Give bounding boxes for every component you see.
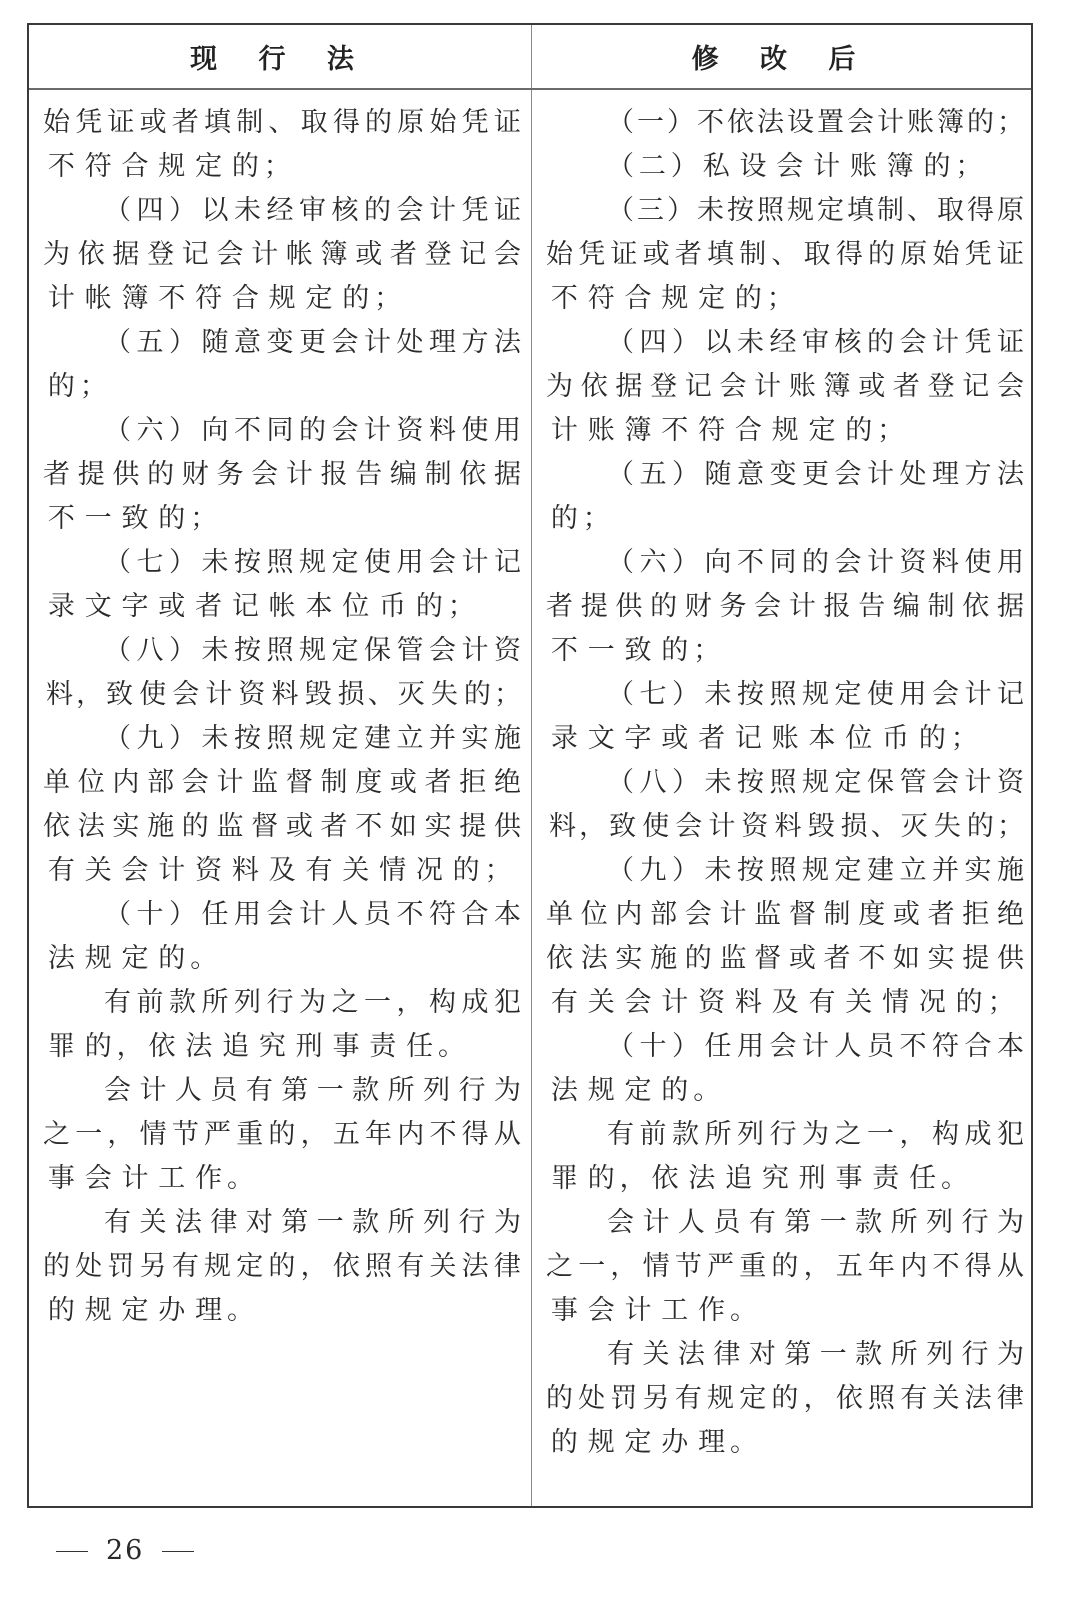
text-line: 计 账 簿 不 符 合 规 定 的 ； bbox=[550, 415, 905, 446]
text-line: 法 规 定 的 。 bbox=[550, 1075, 721, 1106]
text-line: 有 前 款 所 列 行 为 之 一 ， 构 成 犯 bbox=[607, 1119, 1024, 1150]
text-line: 事 会 计 工 作 。 bbox=[550, 1295, 757, 1326]
text-line: 之 一 ， 情 节 严 重 的 ， 五 年 内 不 得 从 bbox=[546, 1251, 1024, 1282]
text-line: 会 计 人 员 有 第 一 款 所 列 行 为 bbox=[607, 1207, 1024, 1238]
column-divider bbox=[531, 90, 532, 1506]
comparison-table bbox=[27, 23, 1033, 1508]
text-line: 计 帐 簿 不 符 合 规 定 的 ； bbox=[47, 283, 402, 314]
text-line: （ 十 ） 任 用 会 计 人 员 不 符 合 本 bbox=[104, 899, 521, 930]
text-line: （ 五 ） 随 意 变 更 会 计 处 理 方 法 bbox=[104, 327, 521, 358]
text-line: 之 一 ， 情 节 严 重 的 ， 五 年 内 不 得 从 bbox=[43, 1119, 521, 1150]
text-line: 的 处 罚 另 有 规 定 的 ， 依 照 有 关 法 律 bbox=[43, 1251, 521, 1282]
text-line: 不 符 合 规 定 的 ； bbox=[47, 151, 291, 182]
text-line: （ 七 ） 未 按 照 规 定 使 用 会 计 记 bbox=[104, 547, 521, 578]
page-number-footer bbox=[38, 1535, 212, 1566]
text-line: 者 提 供 的 财 务 会 计 报 告 编 制 依 据 bbox=[43, 459, 521, 490]
text-line: 录 文 字 或 者 记 账 本 位 币 的 ； bbox=[550, 723, 978, 754]
text-line: （ 五 ） 随 意 变 更 会 计 处 理 方 法 bbox=[607, 459, 1024, 490]
text-line: 单 位 内 部 会 计 监 督 制 度 或 者 拒 绝 bbox=[43, 767, 521, 798]
text-line: （ 八 ） 未 按 照 规 定 保 管 会 计 资 bbox=[607, 767, 1024, 798]
text-line: （ 十 ） 任 用 会 计 人 员 不 符 合 本 bbox=[607, 1031, 1024, 1062]
text-line: （ 七 ） 未 按 照 规 定 使 用 会 计 记 bbox=[607, 679, 1024, 710]
text-line: 会 计 人 员 有 第 一 款 所 列 行 为 bbox=[104, 1075, 521, 1106]
text-line: （ 六 ） 向 不 同 的 会 计 资 料 使 用 bbox=[607, 547, 1024, 578]
text-line: （ 一 ） 不 依 法 设 置 会 计 账 簿 的 ； bbox=[607, 107, 1024, 138]
text-line: 始 凭 证 或 者 填 制 、 取 得 的 原 始 凭 证 bbox=[43, 107, 521, 138]
text-line: （ 六 ） 向 不 同 的 会 计 资 料 使 用 bbox=[104, 415, 521, 446]
text-line: 为 依 据 登 记 会 计 帐 簿 或 者 登 记 会 bbox=[43, 239, 521, 270]
text-line: 有 关 会 计 资 料 及 有 关 情 况 的 ； bbox=[550, 987, 1015, 1018]
text-line: 依 法 实 施 的 监 督 或 者 不 如 实 提 供 bbox=[43, 811, 521, 842]
text-line: 为 依 据 登 记 会 计 账 簿 或 者 登 记 会 bbox=[546, 371, 1024, 402]
text-line: 不 一 致 的 ； bbox=[47, 503, 218, 534]
text-line: （ 八 ） 未 按 照 规 定 保 管 会 计 资 bbox=[104, 635, 521, 666]
text-line: （ 九 ） 未 按 照 规 定 建 立 并 实 施 bbox=[607, 855, 1024, 886]
dash-left bbox=[56, 1551, 88, 1553]
text-line: 的 规 定 办 理 。 bbox=[550, 1427, 757, 1458]
text-line: 有 关 法 律 对 第 一 款 所 列 行 为 bbox=[104, 1207, 521, 1238]
current-law-column bbox=[43, 101, 521, 1333]
text-line: 有 关 会 计 资 料 及 有 关 情 况 的 ； bbox=[47, 855, 512, 886]
table-header-row bbox=[29, 25, 1031, 90]
text-line: （ 九 ） 未 按 照 规 定 建 立 并 实 施 bbox=[104, 723, 521, 754]
text-line: 有 关 法 律 对 第 一 款 所 列 行 为 bbox=[607, 1339, 1024, 1370]
text-line: 录 文 字 或 者 记 帐 本 位 币 的 ； bbox=[47, 591, 475, 622]
text-line: 料 ， 致 使 会 计 资 料 毁 损 、 灭 失 的 ； bbox=[549, 811, 1024, 842]
text-line: 事 会 计 工 作 。 bbox=[47, 1163, 254, 1194]
text-line: 罪 的 ， 依 法 追 究 刑 事 责 任 。 bbox=[47, 1031, 465, 1062]
text-line: 的 ； bbox=[47, 371, 107, 402]
text-line: 者 提 供 的 财 务 会 计 报 告 编 制 依 据 bbox=[546, 591, 1024, 622]
text-line: 不 符 合 规 定 的 ； bbox=[550, 283, 794, 314]
text-line: （ 三 ） 未 按 照 规 定 填 制 、 取 得 原 bbox=[607, 195, 1024, 226]
text-line: 的 ； bbox=[550, 503, 610, 534]
amended-column bbox=[546, 101, 1024, 1465]
text-line: 有 前 款 所 列 行 为 之 一 ， 构 成 犯 bbox=[104, 987, 521, 1018]
dash-right bbox=[162, 1551, 194, 1553]
text-line: （ 二 ） 私 设 会 计 账 簿 的 ； bbox=[607, 151, 983, 182]
header-amended: 修 改 后 bbox=[691, 44, 872, 75]
text-line: 罪 的 ， 依 法 追 究 刑 事 责 任 。 bbox=[550, 1163, 968, 1194]
header-current-law: 现 行 法 bbox=[29, 25, 532, 88]
text-line: 不 一 致 的 ； bbox=[550, 635, 721, 666]
text-line: （ 四 ） 以 未 经 审 核 的 会 计 凭 证 bbox=[104, 195, 521, 226]
text-line: 的 规 定 办 理 。 bbox=[47, 1295, 254, 1326]
page-number: 26 bbox=[106, 1535, 145, 1566]
text-line: 依 法 实 施 的 监 督 或 者 不 如 实 提 供 bbox=[546, 943, 1024, 974]
text-line: （ 四 ） 以 未 经 审 核 的 会 计 凭 证 bbox=[607, 327, 1024, 358]
text-line: 法 规 定 的 。 bbox=[47, 943, 218, 974]
text-line: 单 位 内 部 会 计 监 督 制 度 或 者 拒 绝 bbox=[546, 899, 1024, 930]
text-line: 始 凭 证 或 者 填 制 、 取 得 的 原 始 凭 证 bbox=[546, 239, 1024, 270]
text-line: 的 处 罚 另 有 规 定 的 ， 依 照 有 关 法 律 bbox=[546, 1383, 1024, 1414]
text-line: 料 ， 致 使 会 计 资 料 毁 损 、 灭 失 的 ； bbox=[46, 679, 521, 710]
